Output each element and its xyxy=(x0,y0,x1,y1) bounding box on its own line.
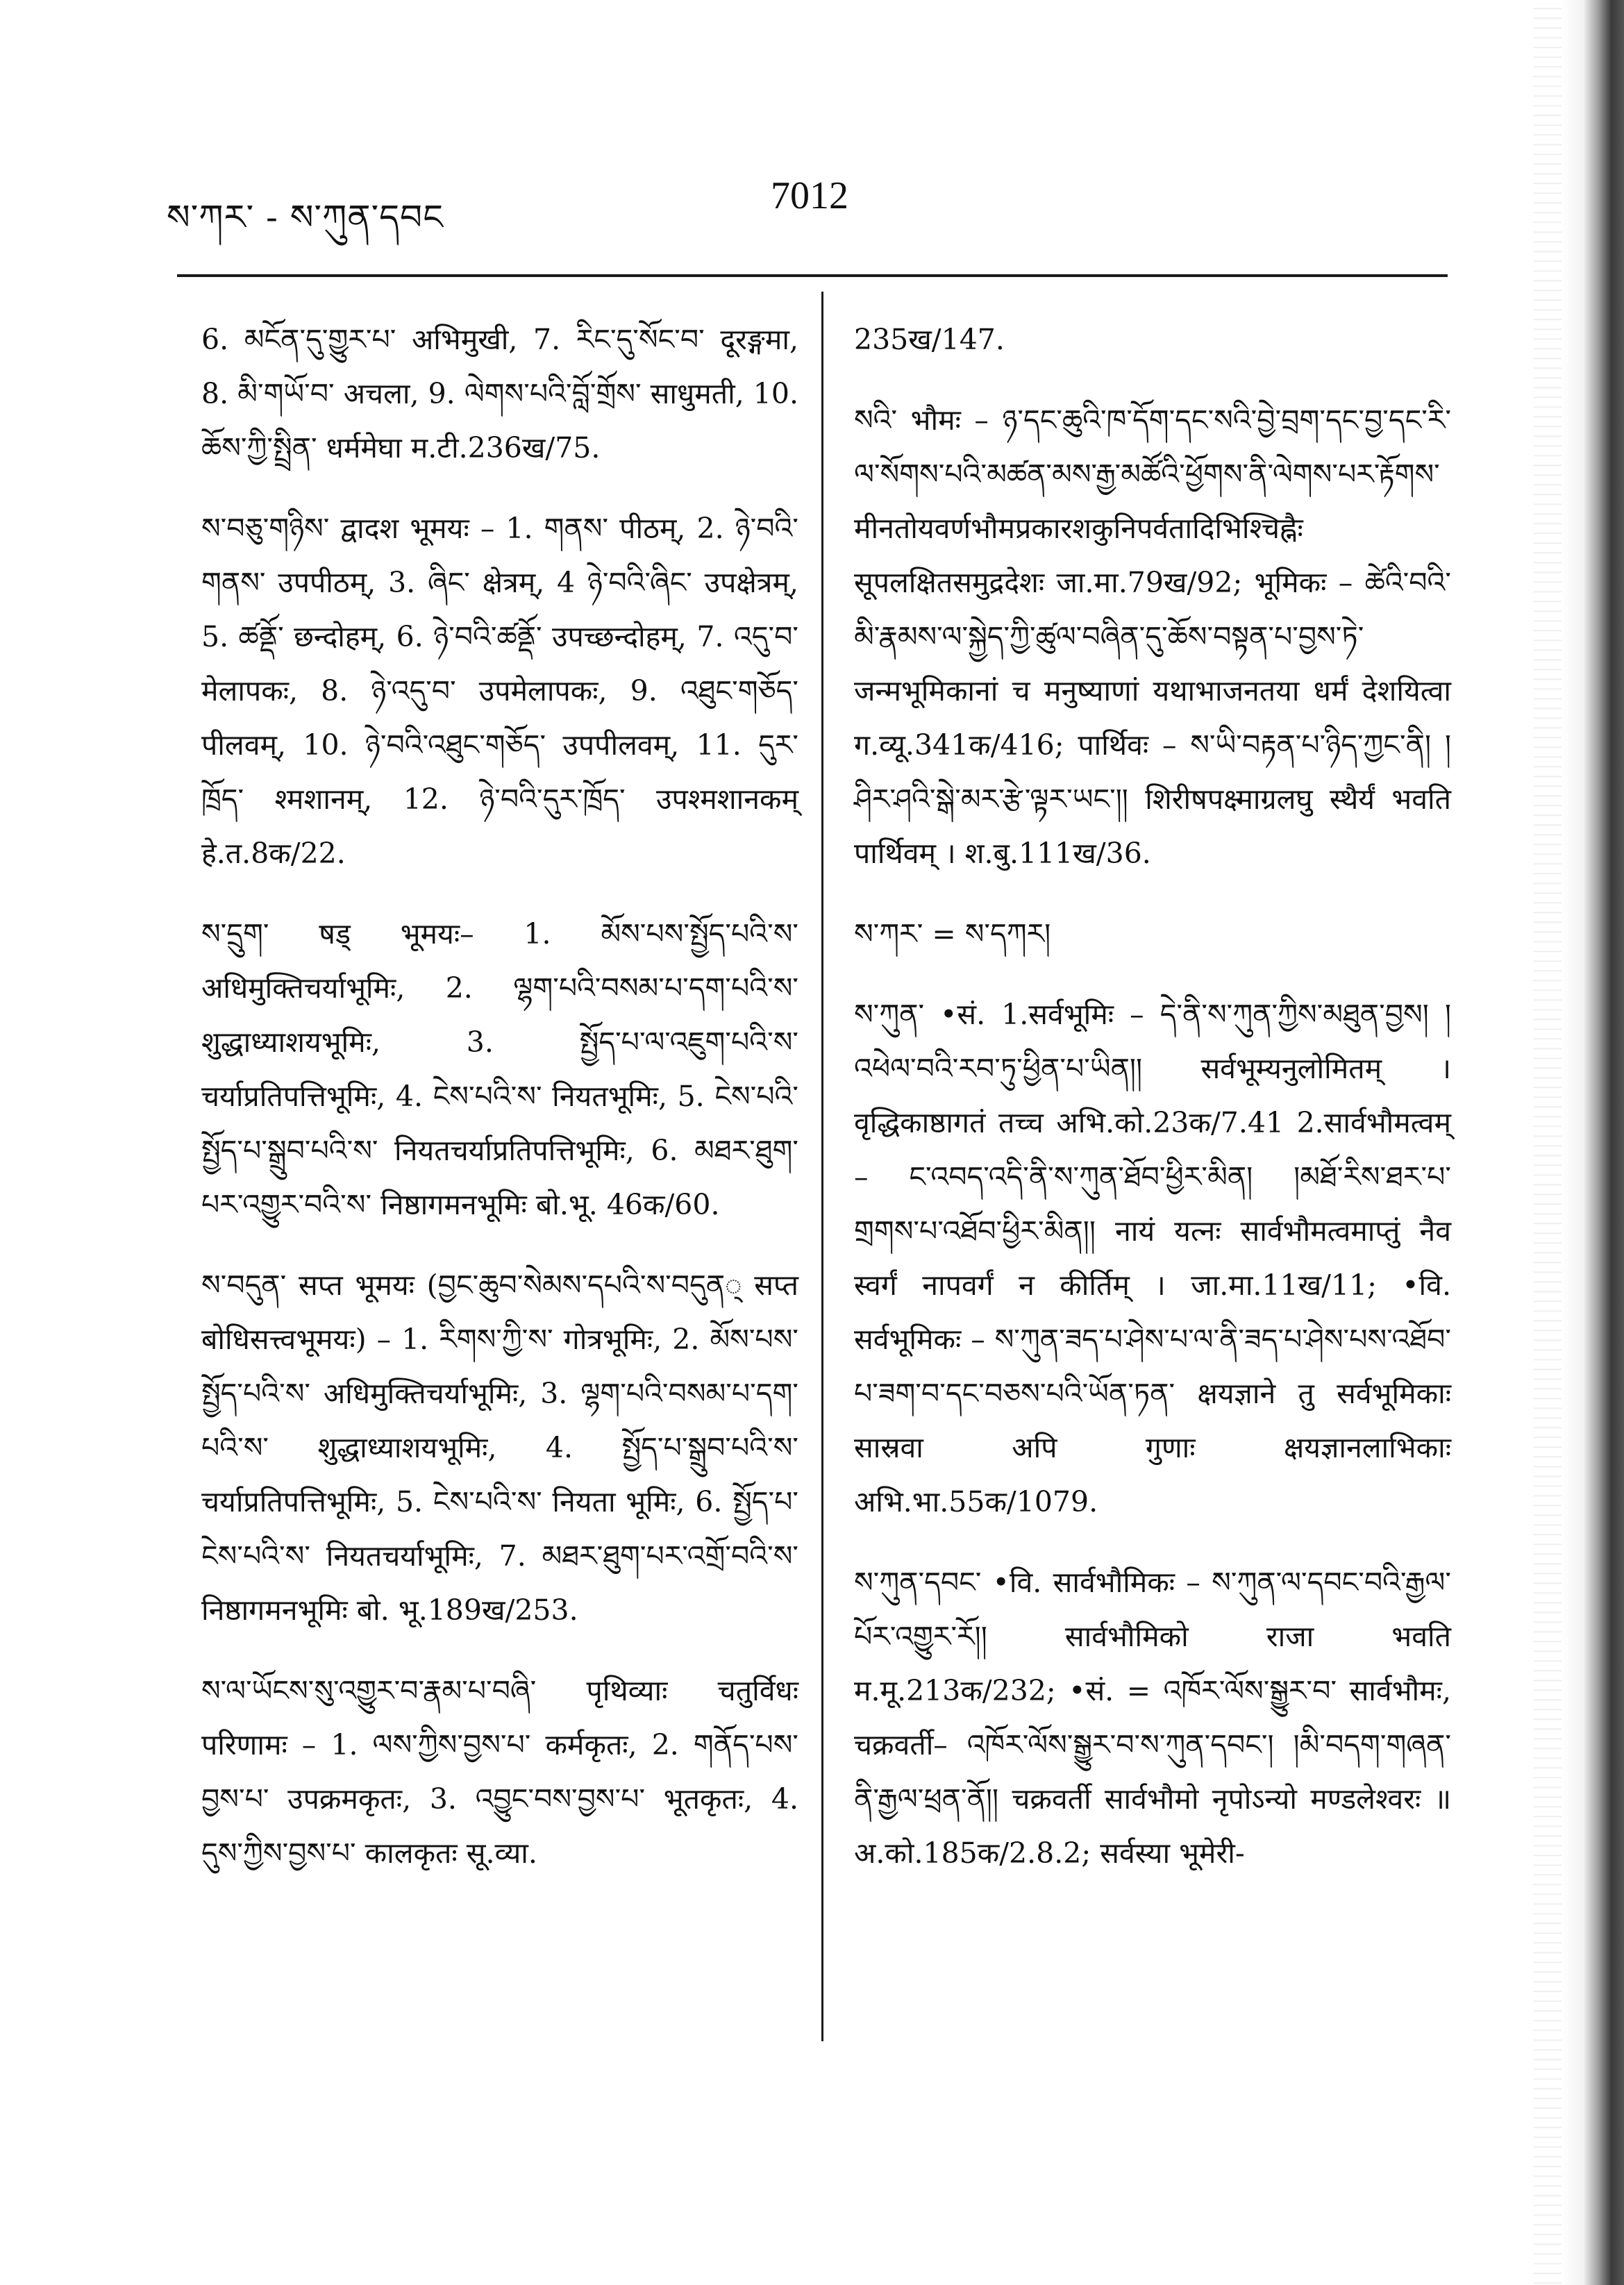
entry-sa-kar: ས་ཀར་ = ས་དཀར། xyxy=(854,917,1051,951)
entry-six-bhumis: ས་དྲུག་ षड् भूमयः– 1. མོས་པས་སྤྱོད་པའི་ས་ अधिमुक्तिचर्याभूमिः, 2. ལྷག་པའི་བསམ་པ་དག་པའི་ས་ शुद्धाध्याशयभूमिः, 3. སྤྱོད་པ་ལ་འཇུག་པའི་ས་ चर्याप्रतिपत्तिभूमिः, 4. ངེས་པའི་ས་ नियतभूमिः, 5. ངེས་པའི་སྤྱོད་པ་སྒྲུབ་པའི་ས་ नियतचर्याप्रतिपत्तिभूमिः, 6. མཐར་ཐུག་པར་འགྱུར་བའི་ས་ निष्ठागमनभूमिः बो.भू. 46क/60. xyxy=(201,917,798,1221)
column-divider xyxy=(821,292,823,2041)
right-column xyxy=(854,312,1451,1907)
entry-sa-kun-dbang: ས་ཀུན་དབང་ •वि. सार्वभौमिकः – ས་ཀུན་ལ་དབང་བའི་རྒྱལ་པོར་འགྱུར་རོ།། सार्वभौमिको राजा भवति म.मू.213क/232; •सं. = འཁོར་ལོས་སྒྱུར་བ་ सार्वभौमः, चक्रवर्ती– འཁོར་ལོས་སྒྱུར་བ་ས་ཀུན་དབང་། །མི་བདག་གཞན་ནི་རྒྱལ་ཕྲན་ནོ།། चक्रवर्ती सार्वभौमो नृपोऽन्यो मण्डलेश्वरः ॥ अ.को.185क/2.8.2; सर्वस्या भूमेरी- xyxy=(854,1566,1451,1870)
header-rule xyxy=(177,274,1448,277)
running-head: ས་ཀར་ - ས་ཀུན་དབང xyxy=(167,197,444,237)
entry-earth-transformation: ས་ལ་ཡོངས་སུ་འགྱུར་བ་རྣམ་པ་བཞི་ पृथिव्याः चतुर्विधः परिणामः – 1. ལས་ཀྱིས་བྱས་པ་ कर्मकृतः, 2. གནོད་པས་བྱས་པ་ उपक्रमकृतः, 3. འབྱུང་བས་བྱས་པ་ भूतकृतः, 4. དུས་ཀྱིས་བྱས་པ་ कालकृतः सू.व्या. xyxy=(201,1674,798,1870)
entry-seven-bhumis: ས་བདུན་ सप्त भूमयः (བྱང་ཆུབ་སེམས་དཔའི་ས་བདུན् सप्त बोधिसत्त्वभूमयः) – 1. རིགས་ཀྱི་ས་ गोत्रभूमिः, 2. མོས་པས་སྤྱོད་པའི་ས་ अधिमुक्तिचर्याभूमिः, 3. ལྷག་པའི་བསམ་པ་དག་པའི་ས་ शुद्धाध्याशयभूमिः, 4. སྤྱོད་པ་སྒྲུབ་པའི་ས་ चर्याप्रतिपत्तिभूमिः, 5. ངེས་པའི་ས་ नियता भूमिः, 6. སྤྱོད་པ་ངེས་པའི་ས་ नियतचर्याभूमिः, 7. མཐར་ཐུག་པར་འགྲོ་བའི་ས་ निष्ठागमनभूमिः बो. भू.189ख/253. xyxy=(201,1269,798,1627)
entry-bhumi-list-cont: 6. མངོན་དུ་གྱུར་པ་ अभिमुखी, 7. རིང་དུ་སོང་བ་ दूरङ्गमा, 8. མི་གཡོ་བ་ अचला, 9. ལེགས་པའི་བློ་གྲོས་ साधुमती, 10. ཆོས་ཀྱི་སྤྲིན་ धर्ममेघा म.टी.236ख/75. xyxy=(201,323,798,464)
page-header xyxy=(0,167,1624,236)
page-number: 7012 xyxy=(771,174,848,217)
entry-continuation: 235ख/147. xyxy=(854,323,1005,356)
entry-sa-kun: ས་ཀུན་ •सं. 1.सर्वभूमिः – དེ་ནི་ས་ཀུན་ཀྱིས་མཐུན་བྱས། །འཕེལ་བའི་རབ་ཏུ་ཕྱིན་པ་ཡིན།། सर्वभूम्यनुलोमितम् । वृद्धिकाष्ठागतं तच्च अभि.को.23क/7.41 2.सार्वभौमत्वम् – ང་འབད་འདི་ནི་ས་ཀུན་ཐོབ་ཕྱིར་མིན། །མཐོ་རིས་ཐར་པ་གྲགས་པ་འཐོབ་ཕྱིར་མིན།། नायं यत्नः सार्वभौमत्वमाप्तुं नैव स्वर्गं नापवर्गं न कीर्तिम् । जा.मा.11ख/11; •वि. सर्वभूमिकः – ས་ཀུན་ཟད་པ་ཤེས་པ་ལ་ནི་ཟད་པ་ཤེས་པས་འཐོབ་པ་ཟག་བ་དང་བཅས་པའི་ཡོན་ཏན་ क्षयज्ञाने तु सर्वभूमिकाः सास्रवा अपि गुणाः क्षयज्ञानलाभिकाः अभि.भा.55क/1079. xyxy=(854,998,1451,1518)
scan-binding-edge xyxy=(1562,0,1624,2285)
left-column xyxy=(201,312,798,1907)
entry-twelve-bhumis: ས་བཅུ་གཉིས་ द्वादश भूमयः – 1. གནས་ पीठम्, 2. ཉེ་བའི་གནས་ उपपीठम्, 3. ཞིང་ क्षेत्रम्, 4 ཉེ་བའི་ཞིང་ उपक्षेत्रम्, 5. ཚནྡོ་ छन्दोहम्, 6. ཉེ་བའི་ཚནྡོ་ उपच्छन्दोहम्, 7. འདུ་བ་ मेलापकः, 8. ཉེ་འདུ་བ་ उपमेलापकः, 9. འཐུང་གཅོད་ पीलवम्, 10. ཉེ་བའི་འཐུང་གཅོད་ उपपीलवम्, 11. དུར་ཁྲོད་ श्मशानम्, 12. ཉེ་བའི་དུར་ཁྲོད་ उपश्मशानकम् हे.त.8क/22. xyxy=(201,512,798,870)
scan-speckle xyxy=(1534,0,1562,2285)
entry-sai-bhauma: སའི་ भौमः – ཉ་དང་ཆུའི་ཁ་དོག་དང་སའི་བྱེ་བྲག་དང་བྱ་དང་རི་ལ་སོགས་པའི་མཚན་མས་རྒྱ་མཚོའི་ཕྱོགས་ནི་ལེགས་པར་རྟོགས་ मीनतोयवर्णभौमप्रकारशकुनिपर्वतादिभिश्चिह्नैः सूपलक्षितसमुद्रदेशः जा.मा.79ख/92; भूमिकः – ཚེའི་བའི་མི་རྣམས་ལ་སྐྱེད་ཀྱི་ཚུལ་བཞིན་དུ་ཆོས་བསྟན་པ་བྱས་ཏེ་ जन्मभूमिकानां च मनुष्याणां यथाभाजनतया धर्मं देशयित्वा ग.व्यू.341क/416; पार्थिवः – ས་ཡི་བརྟན་པ་ཉིད་ཀྱང་ནི། །ཤིར་ཤའི་སྒེ་མར་རྩེ་ལྟར་ཡང་།། शिरीषपक्ष्माग्रलघु स्थैर्यं भवति पार्थिवम् । श.बु.111ख/36. xyxy=(854,403,1451,870)
